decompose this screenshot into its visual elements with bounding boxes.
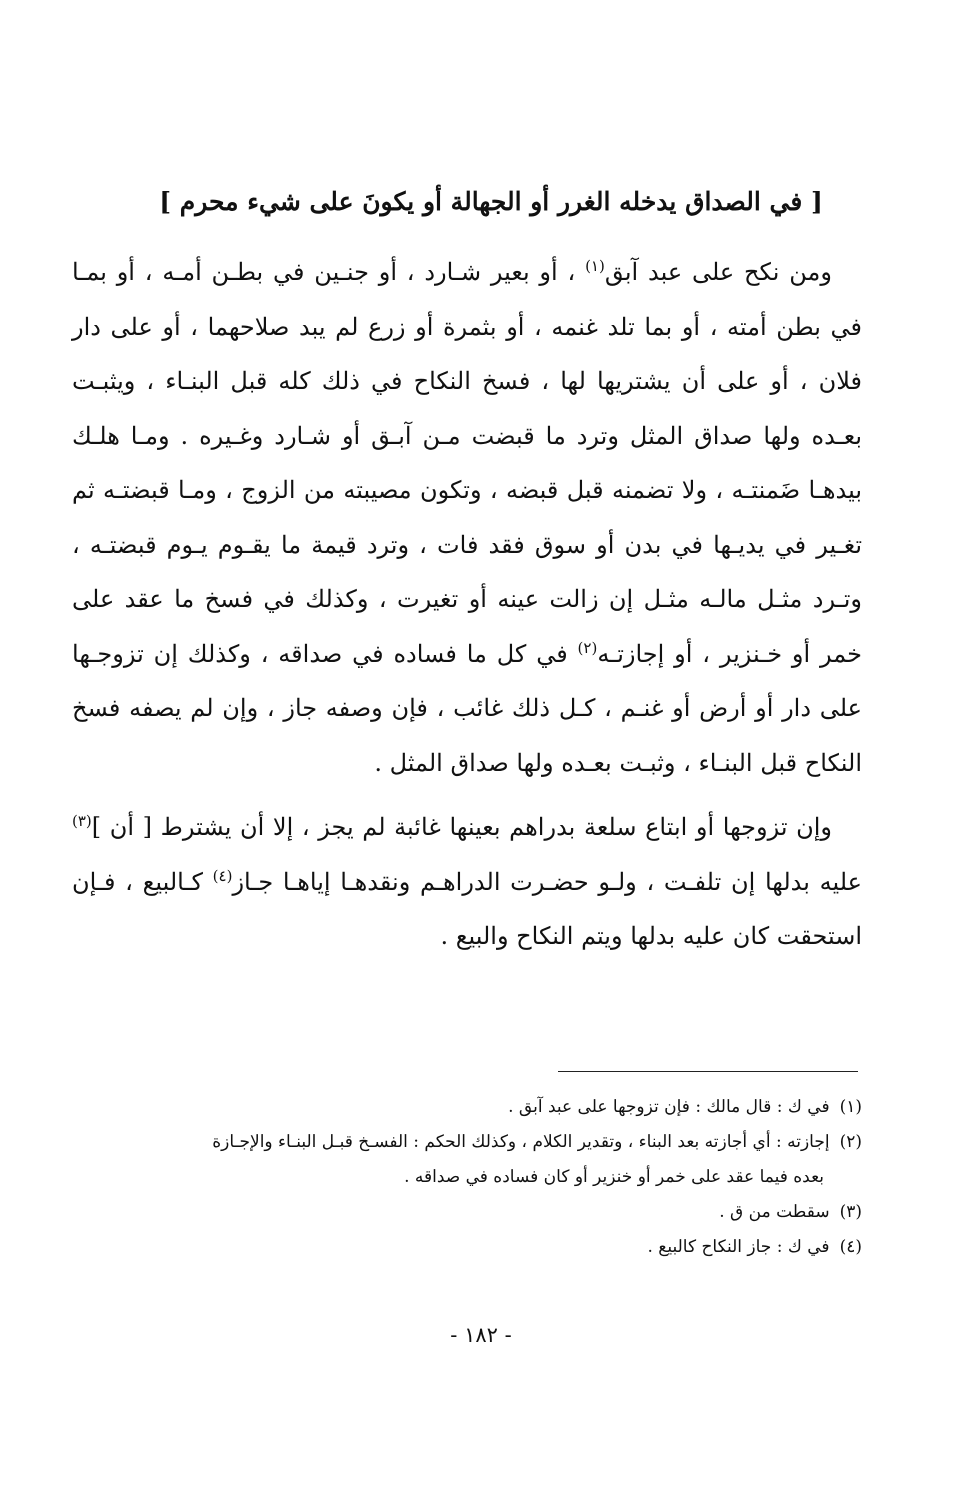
- page-number: - ١٨٢ -: [450, 1323, 512, 1347]
- footnote-text: في ك : قال مالك : فإن تزوجها على عبد آبق .: [508, 1097, 830, 1117]
- paragraph-2-part-1: وإن تزوجها أو ابتاع سلعة بدراهم بعينها غائبة لم يجز ، إلا أن يشترط [ أن ]: [91, 813, 832, 841]
- footnote-ref-1: (١): [585, 257, 605, 275]
- paragraph-2-part-3: كـالبيع ، فـإن استحقت كان عليه بدلها ويتم النكاح والبيع .: [72, 867, 862, 950]
- footnote-text: سقطت من ق .: [719, 1202, 830, 1222]
- paragraph-2-part-2: عليه بدلها إن تلفـت ، ولـو حضـرت الدراهـم ونقدهـا إياهـا جـاز: [232, 867, 862, 896]
- section-heading: [ في الصداق يدخله الغرر أو الجهالة أو يكونَ على شيء محرم ]: [159, 187, 823, 216]
- paragraph-1-part-1: ومن نكح على عبد آبق: [604, 258, 832, 286]
- footnote-1: [72, 1090, 862, 1125]
- footnote-number: (٢): [839, 1132, 862, 1152]
- footnote-text: في ك : جاز النكاح كالبيع .: [647, 1237, 830, 1257]
- paragraph-1-part-2: ، أو بعير شـارد ، أو جنـين في بطـن أمـه ، أو بمـا في بطن أمته ، أو بما تلد غنمه ، أو بثمرة أو زرع لم يبد صلاحهما ، أو على دار فلان ، أو على أن يشتريها لها ، فسخ النكاح في ذلك كله قبل البنـاء ، ويثبـت بعـده ولها صداق المثل وترد ما قبضت مـن آبـق أو شـارد وغـيره . ومـا هلـك بيدهـا ضَمنتـه ، ولا تضمنه قبل قبضه ، وتكون مصيبته من الزوج ، ومـا قبضتـه ثم تغـير في يديـها في بدن أو سوق فقد فات ، وترد قيمة ما يقـوم يـوم قبضتـه ، وتـرد مثـل مالـه مثـل إن زالت عينه أو تغيرت ، وكذلك في فسخ ما عقد على خمر أو خـنزير ، أو إجازتـه: [72, 258, 862, 668]
- paragraph-2: [72, 800, 862, 964]
- main-text: [72, 245, 862, 964]
- footnote-ref-4: (٤): [212, 866, 233, 885]
- footnote-text: إجازته : أي أجازته بعد البناء ، وتقدير الكلام ، وكذلك الحكم : الفسـخ قبـل البنـاء والإجـازة: [212, 1132, 830, 1152]
- paragraph-1-part-3: في كل ما فساده في صداقه ، وكذلك إن تزوجـها على دار أو أرض أو غنـم ، كـل ذلك غائب ، فإن وصفه جاز ، وإن لم يصفه فسخ النكاح قبل البنـاء ، وثبـت بعـده ولها صداق المثل .: [72, 639, 862, 777]
- paragraph-1: [72, 245, 862, 790]
- footnote-3: [72, 1195, 862, 1230]
- footnote-ref-2: (٢): [577, 638, 598, 657]
- footnote-number: (٣): [839, 1202, 862, 1222]
- footnote-2-continuation: بعده فيما عقد على خمر أو خنزير أو كان فساده في صداقه .: [404, 1167, 824, 1187]
- footnote-ref-3: (٣): [72, 812, 92, 830]
- footnote-2: [72, 1125, 862, 1160]
- footnote-number: (٤): [839, 1237, 862, 1257]
- footnote-separator: [558, 1071, 858, 1072]
- footnote-4: [72, 1230, 862, 1265]
- footnote-number: (١): [839, 1097, 862, 1117]
- footnotes: [72, 1090, 862, 1265]
